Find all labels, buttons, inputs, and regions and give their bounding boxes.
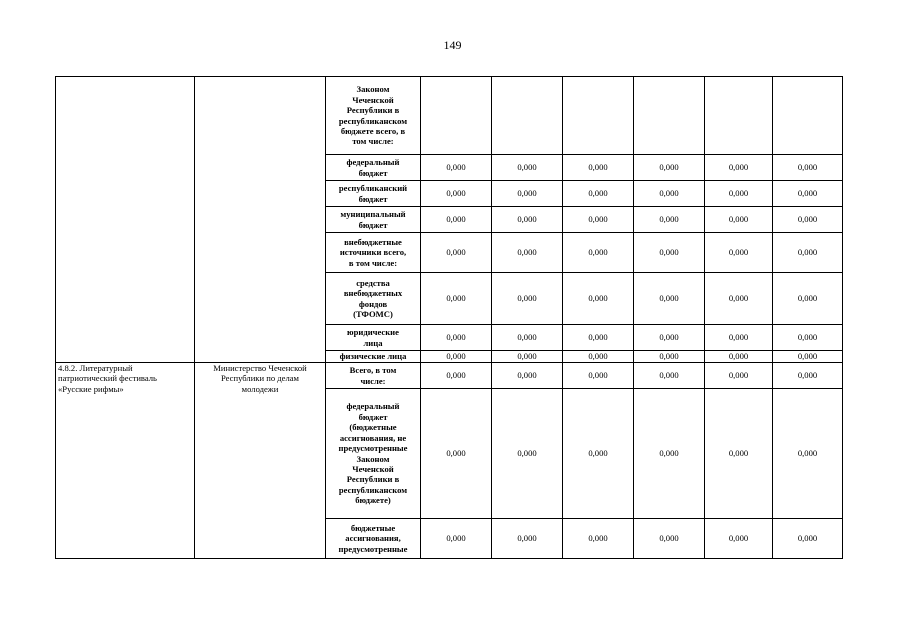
amount-cell: 0,000 [634, 389, 705, 519]
budget-table [55, 76, 843, 559]
funding-source-cell: бюджетные ассигнования, предусмотренные [326, 519, 421, 559]
funding-source-cell: федеральный бюджет [326, 155, 421, 181]
funding-source-cell: физические лица [326, 351, 421, 363]
amount-cell: 0,000 [634, 519, 705, 559]
amount-cell: 0,000 [421, 519, 492, 559]
amount-cell: 0,000 [421, 155, 492, 181]
amount-cell: 0,000 [492, 155, 563, 181]
page-number: 149 [443, 38, 462, 52]
amount-cell: 0,000 [634, 273, 705, 325]
amount-cell: 0,000 [634, 233, 705, 273]
executor-cell [195, 77, 326, 363]
amount-cell: 0,000 [421, 363, 492, 389]
amount-cell [705, 77, 773, 155]
amount-cell: 0,000 [492, 363, 563, 389]
amount-cell: 0,000 [492, 519, 563, 559]
amount-cell: 0,000 [705, 351, 773, 363]
amount-cell: 0,000 [563, 519, 634, 559]
budget-table-body [56, 77, 843, 559]
amount-cell: 0,000 [634, 181, 705, 207]
amount-cell: 0,000 [563, 363, 634, 389]
funding-source-cell: Всего, в том числе: [326, 363, 421, 389]
funding-source-cell: федеральный бюджет (бюджетные ассигнования, не предусмотренные Законом Чеченской Республики в республиканском бюджете) [326, 389, 421, 519]
amount-cell: 0,000 [492, 207, 563, 233]
measure-name-cell: 4.8.2. Литературный патриотический фестиваль «Русские рифмы» [56, 363, 195, 559]
amount-cell: 0,000 [421, 273, 492, 325]
amount-cell: 0,000 [421, 325, 492, 351]
funding-source-cell: юридические лица [326, 325, 421, 351]
amount-cell: 0,000 [563, 389, 634, 519]
amount-cell: 0,000 [705, 273, 773, 325]
amount-cell: 0,000 [563, 155, 634, 181]
measure-name-cell [56, 77, 195, 363]
amount-cell: 0,000 [705, 389, 773, 519]
amount-cell: 0,000 [421, 351, 492, 363]
amount-cell: 0,000 [705, 207, 773, 233]
amount-cell: 0,000 [773, 233, 843, 273]
amount-cell: 0,000 [421, 233, 492, 273]
amount-cell: 0,000 [563, 325, 634, 351]
funding-source-cell: муниципальный бюджет [326, 207, 421, 233]
amount-cell: 0,000 [773, 363, 843, 389]
amount-cell: 0,000 [421, 389, 492, 519]
amount-cell: 0,000 [492, 389, 563, 519]
amount-cell: 0,000 [705, 155, 773, 181]
amount-cell [634, 77, 705, 155]
amount-cell: 0,000 [563, 207, 634, 233]
amount-cell: 0,000 [634, 325, 705, 351]
amount-cell: 0,000 [773, 519, 843, 559]
amount-cell: 0,000 [773, 207, 843, 233]
table-row [56, 363, 843, 389]
amount-cell [563, 77, 634, 155]
amount-cell: 0,000 [563, 273, 634, 325]
table-row [56, 77, 843, 155]
amount-cell: 0,000 [492, 233, 563, 273]
executor-cell: Министерство Чеченской Республики по делам молодежи [195, 363, 326, 559]
amount-cell [773, 77, 843, 155]
amount-cell: 0,000 [705, 181, 773, 207]
amount-cell: 0,000 [563, 181, 634, 207]
amount-cell: 0,000 [634, 207, 705, 233]
amount-cell: 0,000 [421, 181, 492, 207]
amount-cell: 0,000 [705, 325, 773, 351]
amount-cell: 0,000 [773, 351, 843, 363]
amount-cell: 0,000 [773, 181, 843, 207]
amount-cell: 0,000 [705, 363, 773, 389]
amount-cell: 0,000 [773, 325, 843, 351]
amount-cell: 0,000 [634, 155, 705, 181]
funding-source-cell: Законом Чеченской Республики в республиканском бюджете всего, в том числе: [326, 77, 421, 155]
amount-cell: 0,000 [492, 351, 563, 363]
amount-cell: 0,000 [563, 233, 634, 273]
funding-source-cell: средства внебюджетных фондов (ТФОМС) [326, 273, 421, 325]
amount-cell: 0,000 [705, 519, 773, 559]
amount-cell: 0,000 [421, 207, 492, 233]
funding-source-cell: республиканский бюджет [326, 181, 421, 207]
amount-cell: 0,000 [634, 363, 705, 389]
amount-cell: 0,000 [492, 325, 563, 351]
funding-source-cell: внебюджетные источники всего, в том числе: [326, 233, 421, 273]
amount-cell: 0,000 [634, 351, 705, 363]
amount-cell: 0,000 [773, 273, 843, 325]
amount-cell: 0,000 [492, 273, 563, 325]
amount-cell: 0,000 [705, 233, 773, 273]
amount-cell: 0,000 [773, 155, 843, 181]
amount-cell: 0,000 [773, 389, 843, 519]
amount-cell: 0,000 [492, 181, 563, 207]
amount-cell: 0,000 [563, 351, 634, 363]
amount-cell [421, 77, 492, 155]
amount-cell [492, 77, 563, 155]
